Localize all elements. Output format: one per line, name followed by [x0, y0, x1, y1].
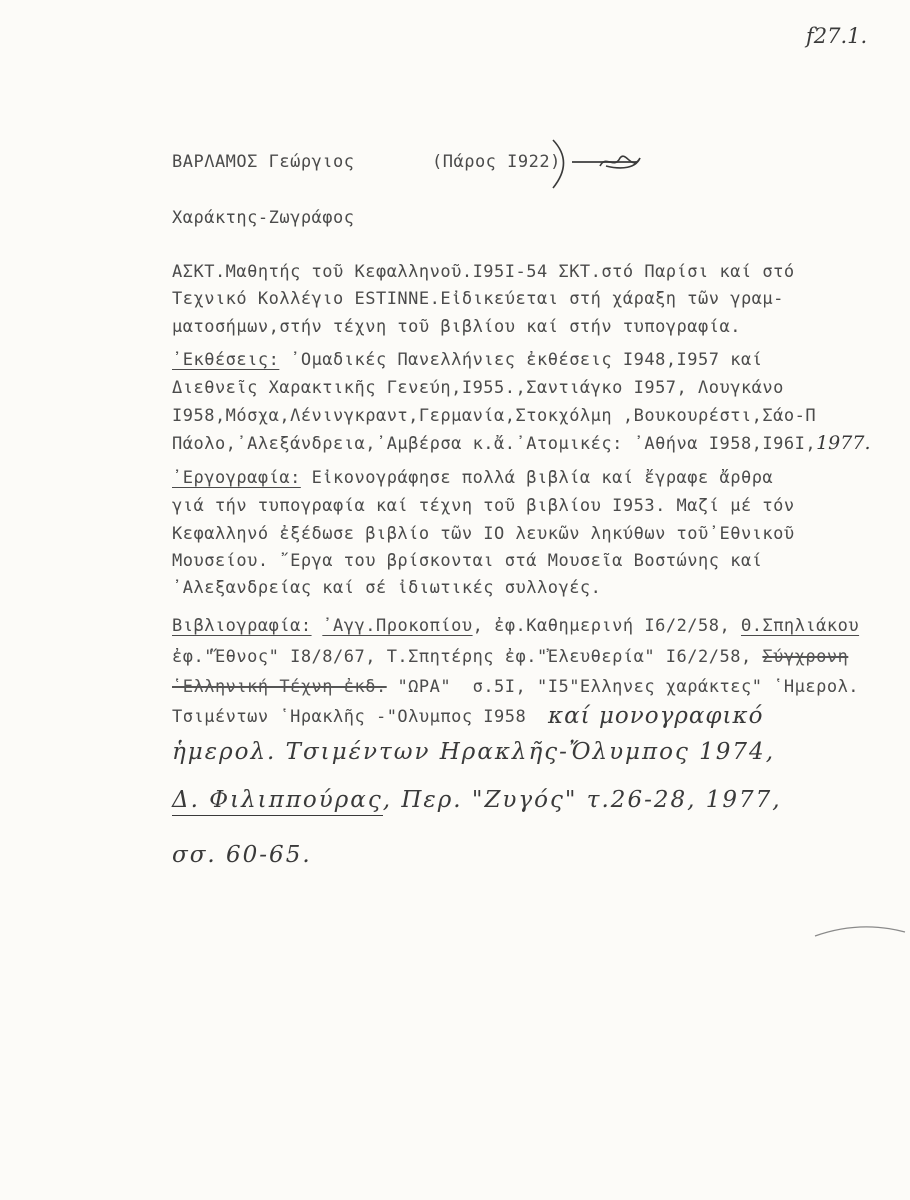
- handwritten-line: [172, 786, 782, 814]
- works-line: Μουσείου. ῎Εργα του βρίσκονται στά Μουσεῖα Βοστώνης καί: [172, 551, 763, 571]
- bibliography-first-line: [172, 615, 859, 637]
- bibliography-line: [172, 676, 859, 698]
- works-heading: ᾿Εργογραφία:: [172, 468, 301, 488]
- profession: Χαράκτης-Ζωγράφος: [172, 208, 355, 228]
- works-line: γιά τήν τυπογραφία καί τέχνη τοῦ βιβλίου I953. Μαζί μέ τόν: [172, 496, 795, 516]
- bibliography-heading: Βιβλιογραφία:: [172, 616, 312, 636]
- bibliography-text: "ΩΡΑ" σ.5I, "I5"Ελληνες χαράκτες" ῾Ημερολ.: [386, 677, 860, 697]
- exhibitions-text: Πάολο,᾿Αλεξάνδρεια,᾿Αμβέρσα κ.ἄ.᾿Ατομικές: ᾿Αθήνα I958,I96I,: [172, 434, 817, 454]
- exhibitions-line: Διεθνεῖς Χαρακτικῆς Γενεύη,I955.,Σαντιάγκο I957, Λουγκάνο: [172, 378, 784, 398]
- exhibitions-text: ᾿Ομαδικές Πανελλήνιες ἐκθέσεις I948,I957 καί: [279, 350, 763, 370]
- exhibitions-heading: ᾿Εκθέσεις:: [172, 350, 280, 370]
- bibliography-author: Θ.Σπηλιάκου: [740, 616, 860, 636]
- bibliography-line: Τσιμέντων ῾Ηρακλῆς -"Ολυμπος I958: [172, 707, 527, 727]
- bibliography-text: , ἐφ.Καθημερινή I6/2/58,: [472, 616, 741, 636]
- reference-mark: f27.1.: [806, 24, 868, 48]
- struck-text: ῾Ελληνική Τέχνη ἐκδ.: [172, 677, 387, 697]
- handwritten-year: 1977.: [816, 432, 871, 454]
- bibliography-author: ᾿Αγγ.Προκοπίου: [322, 616, 473, 636]
- education-line: ματοσήμων,στήν τέχνη τοῦ βιβλίου καί στήν τυπογραφία.: [172, 317, 741, 337]
- bibliography-gap: [312, 616, 323, 636]
- pencil-stroke: [815, 927, 905, 936]
- exhibitions-last-line: [172, 432, 871, 455]
- works-line: ᾿Αλεξανδρείας καί σέ ἰδιωτικές συλλογές.: [172, 578, 602, 598]
- handwritten-text: , Περ. "Ζυγός" τ.26-28, 1977,: [382, 787, 782, 813]
- handwritten-line: ἡμερολ. Τσιμέντων Ηρακλῆς-Ὄλυμπος 1974,: [172, 739, 776, 765]
- exhibitions-line: I958,Μόσχα,Λένινγκραντ,Γερμανία,Στοκχόλμη ,Βουκουρέστι,Σάο-Π: [172, 406, 817, 426]
- exhibitions-first-line: [172, 349, 762, 371]
- handwritten-line: σσ. 60-65.: [172, 842, 312, 868]
- works-line: Κεφαλληνό ἐξέδωσε βιβλίο τῶν IO λευκῶν ληκύθων τοῦ᾿Εθνικοῦ: [172, 524, 795, 544]
- bibliography-line: [172, 646, 848, 668]
- handwritten-continuation: καί μονογραφικό: [548, 703, 764, 729]
- education-line: Τεχνικό Κολλέγιο ESTINNE.Εἰδικεύεται στή χάραξη τῶν γραμ-: [172, 289, 784, 309]
- entry-name: ΒΑΡΛΑΜΟΣ Γεώργιος: [172, 152, 355, 172]
- deleted-dashes: ------: [572, 152, 637, 172]
- struck-text: Σύγχρονη: [762, 647, 849, 667]
- works-text: Εἰκονογράφησε πολλά βιβλία καί ἔγραφε ἄρθρα: [300, 468, 774, 488]
- works-first-line: [172, 467, 773, 489]
- education-line: ΑΣΚΤ.Μαθητής τοῦ Κεφαλληνοῦ.I95I-54 ΣΚΤ.στό Παρίσι καί στό: [172, 262, 795, 282]
- birth-info: (Πάρος I922): [432, 152, 561, 172]
- handwritten-author: Δ. Φιλιππούρας: [172, 787, 383, 816]
- bibliography-text: ἐφ."Ἔθνος" I8/8/67, Τ.Σπητέρης ἐφ."Ἐλευθερία" I6/2/58,: [172, 647, 763, 667]
